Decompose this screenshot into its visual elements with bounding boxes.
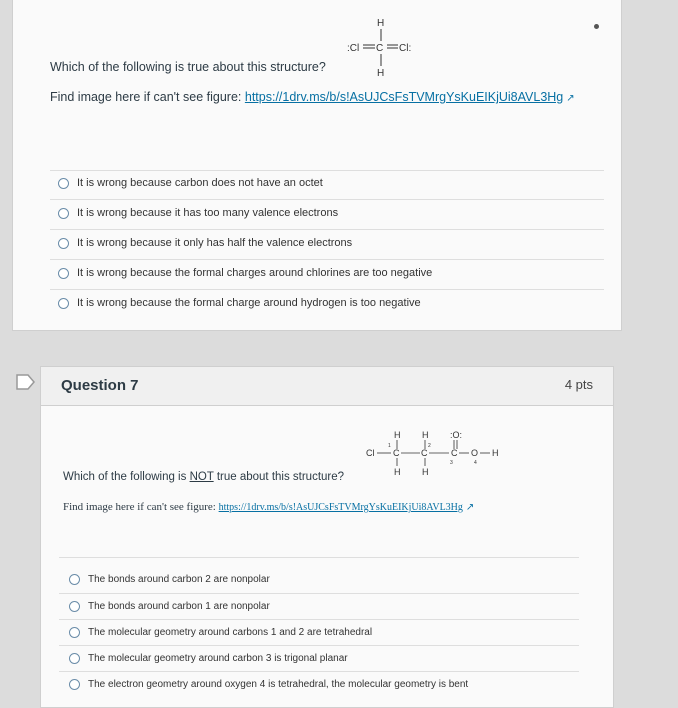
prompt-after: true about this structure? [213, 471, 345, 483]
atom-o-single: O [471, 448, 479, 458]
figure-link[interactable]: https://1drv.ms/b/s!AsUJCsFsTVMrgYsKuEIKjUi8AVL3Hg [218, 502, 463, 513]
atom-h1: H [394, 430, 401, 440]
q1-option-3[interactable] [58, 237, 352, 249]
q2-option-5[interactable] [69, 679, 468, 690]
atom-h-end: H [492, 448, 499, 458]
question-header [41, 367, 613, 406]
molecule-diagram-1 [343, 14, 433, 78]
question-card-1 [12, 0, 622, 331]
option-label: It is wrong because carbon does not have an octet [77, 177, 323, 189]
option-label: It is wrong because it only has half the valence electrons [77, 237, 353, 249]
option-divider [50, 259, 604, 260]
atom-c3: C [451, 448, 458, 458]
option-label: The molecular geometry around carbon 3 is trigonal planar [88, 653, 348, 664]
atom-h-top: H [377, 18, 385, 29]
atom-o-double: :O: [450, 430, 463, 440]
option-divider [50, 199, 604, 200]
atom-cl-left: :Cl [347, 43, 360, 54]
radio-button[interactable] [69, 574, 80, 585]
question-1-find-line [50, 90, 575, 104]
find-prefix: Find image here if can't see figure: [50, 90, 242, 104]
option-label: The electron geometry around oxygen 4 is tetrahedral, the molecular geometry is bent [88, 679, 469, 690]
atom-h4: H [422, 467, 429, 477]
option-label: It is wrong because the formal charge around hydrogen is too negative [77, 297, 421, 309]
option-label: It is wrong because the formal charges around chlorines are too negative [77, 267, 433, 279]
option-divider [59, 619, 579, 620]
carbon-number-3: 3 [450, 460, 453, 466]
question-2-find-line [63, 501, 474, 513]
option-label: The molecular geometry around carbons 1 and 2 are tetrahedral [88, 627, 373, 638]
atom-c1: C [393, 448, 400, 458]
option-divider [59, 671, 579, 672]
atom-h2: H [422, 430, 429, 440]
q2-option-2[interactable] [69, 601, 270, 612]
carbon-number-1: 1 [388, 443, 391, 449]
answers-divider [50, 170, 604, 171]
option-divider [50, 289, 604, 290]
radio-button[interactable] [58, 298, 69, 309]
q2-option-1[interactable] [69, 574, 270, 585]
q2-option-3[interactable] [69, 627, 372, 638]
atom-c2: C [421, 448, 428, 458]
answers-divider [59, 557, 579, 558]
radio-button[interactable] [69, 653, 80, 664]
radio-button[interactable] [58, 208, 69, 219]
flag-question-icon[interactable] [16, 374, 36, 390]
indicator-dot [594, 24, 599, 29]
prompt-before: Which of the following is [63, 471, 190, 483]
q1-option-4[interactable] [58, 267, 432, 279]
atom-h-bottom: H [377, 68, 385, 78]
radio-button[interactable] [58, 268, 69, 279]
question-2-prompt [63, 471, 344, 483]
question-title: Question 7 [61, 377, 139, 394]
question-points: 4 pts [564, 377, 593, 392]
external-link-icon: ↗ [566, 93, 575, 104]
option-label: The bonds around carbon 2 are nonpolar [88, 574, 270, 585]
molecule-diagram-2 [366, 427, 546, 477]
radio-button[interactable] [58, 238, 69, 249]
radio-button[interactable] [69, 601, 80, 612]
atom-c: C [376, 43, 384, 54]
option-label: The bonds around carbon 1 are nonpolar [88, 601, 270, 612]
radio-button[interactable] [69, 679, 80, 690]
radio-button[interactable] [69, 627, 80, 638]
atom-cl-right: Cl: [399, 43, 412, 54]
atom-cl: Cl [366, 448, 375, 458]
radio-button[interactable] [58, 178, 69, 189]
question-card-2 [40, 366, 614, 708]
q2-option-4[interactable] [69, 653, 348, 664]
atom-h3: H [394, 467, 401, 477]
external-link-icon: ↗ [465, 502, 475, 513]
option-label: It is wrong because it has too many valence electrons [77, 207, 339, 219]
option-divider [50, 229, 604, 230]
carbon-number-2: 2 [428, 443, 431, 449]
option-divider [59, 645, 579, 646]
q1-option-1[interactable] [58, 177, 323, 189]
q1-option-2[interactable] [58, 207, 338, 219]
prompt-emphasis: NOT [189, 471, 214, 483]
q1-option-5[interactable] [58, 297, 421, 309]
question-1-prompt: Which of the following is true about this structure? [50, 60, 326, 74]
option-divider [59, 593, 579, 594]
oxygen-number-4: 4 [474, 460, 477, 466]
figure-link[interactable]: https://1drv.ms/b/s!AsUJCsFsTVMrgYsKuEIKjUi8AVL3Hg [244, 90, 564, 104]
find-prefix: Find image here if can't see figure: [63, 501, 216, 513]
